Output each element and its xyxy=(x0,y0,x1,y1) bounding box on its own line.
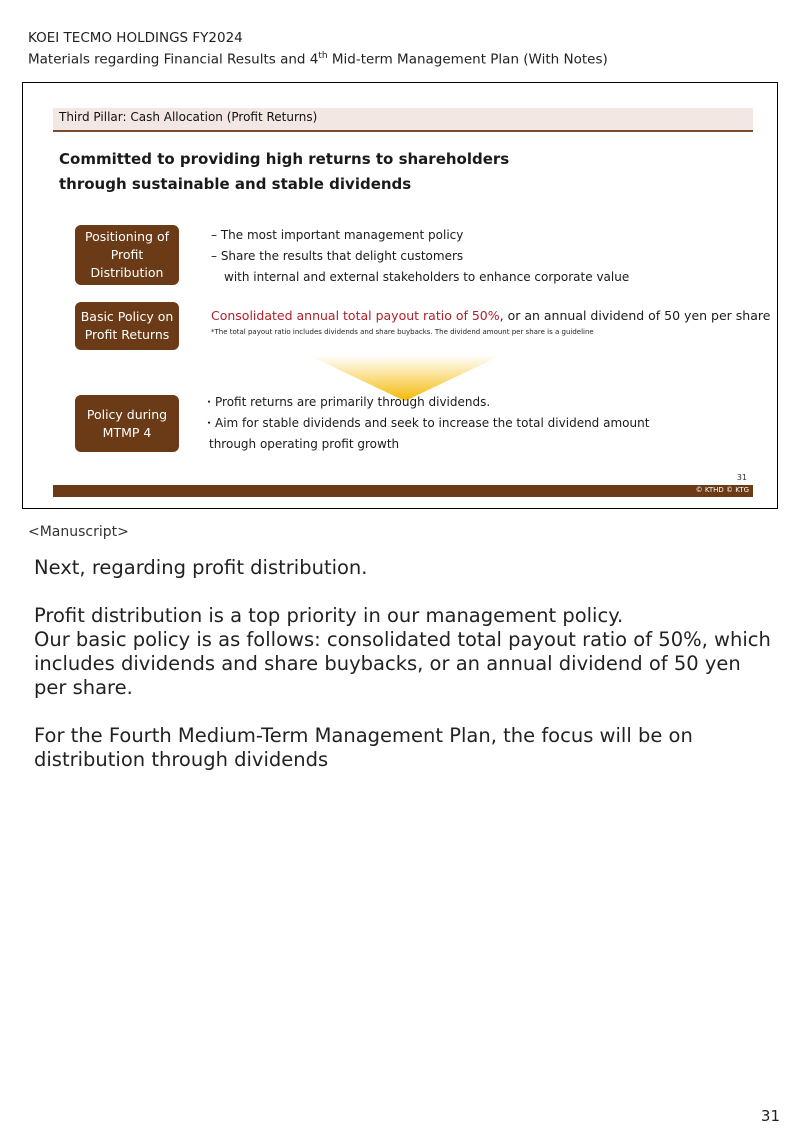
manuscript-paragraph-1: Next, regarding profit distribution. xyxy=(34,556,368,579)
copyright: © KTHD © KTG xyxy=(695,486,749,494)
header-company: KOEI TECMO HOLDINGS FY2024 xyxy=(28,30,243,46)
mtmp4-label: Policy during MTMP 4 xyxy=(75,395,179,452)
positioning-label: Positioning of Profit Distribution xyxy=(75,225,179,285)
manuscript-paragraph-3: For the Fourth Medium-Term Management Plan, the focus will be on distribution through dividends xyxy=(34,724,693,771)
header-subtitle: Materials regarding Financial Results and 4th Mid-term Management Plan (With Notes) xyxy=(28,51,608,68)
mtmp4-line-3: through operating profit growth xyxy=(209,437,400,451)
manuscript-paragraph-2-line-1: Profit distribution is a top priority in our management policy. xyxy=(34,604,624,627)
manuscript-body xyxy=(34,556,774,796)
slide-footer-bar xyxy=(53,485,753,497)
document-header xyxy=(28,29,608,69)
positioning-line-1: – The most important management policy xyxy=(211,228,464,242)
slide-lead xyxy=(59,147,509,197)
mtmp4-line-2: ・Aim for stable dividends and seek to increase the total dividend amount xyxy=(203,416,650,430)
payout-ratio-highlight: Consolidated annual total payout ratio of 50% xyxy=(211,308,500,323)
basic-policy-label: Basic Policy on Profit Returns xyxy=(75,302,179,350)
basic-policy-text: Consolidated annual total payout ratio of 50%, or an annual dividend of 50 yen per share xyxy=(211,308,771,323)
slide-page-number: 31 xyxy=(736,473,747,482)
lead-line-2: through sustainable and stable dividends xyxy=(59,175,412,193)
manuscript-paragraph-2-line-2: Our basic policy is as follows: consolidated total payout ratio of 50%, which includes dividends and share buybacks, or an annual dividend of 50 yen per share. xyxy=(34,628,771,699)
positioning-line-3: with internal and external stakeholders to enhance corporate value xyxy=(224,270,630,284)
slide-title-band xyxy=(53,108,753,132)
manuscript-paragraph-2 xyxy=(34,604,774,700)
slide xyxy=(22,82,778,509)
positioning-line-2: – Share the results that delight customers xyxy=(211,249,464,263)
slide-title: Third Pillar: Cash Allocation (Profit Returns) xyxy=(59,110,318,124)
page-number: 31 xyxy=(760,1107,780,1125)
lead-line-1: Committed to providing high returns to shareholders xyxy=(59,150,510,168)
mtmp4-line-1: ・Profit returns are primarily through dividends. xyxy=(203,395,491,409)
basic-policy-note: *The total payout ratio includes dividends and share buybacks. The dividend amount per share is a guideline xyxy=(211,328,594,336)
manuscript-label: <Manuscript> xyxy=(28,524,129,540)
